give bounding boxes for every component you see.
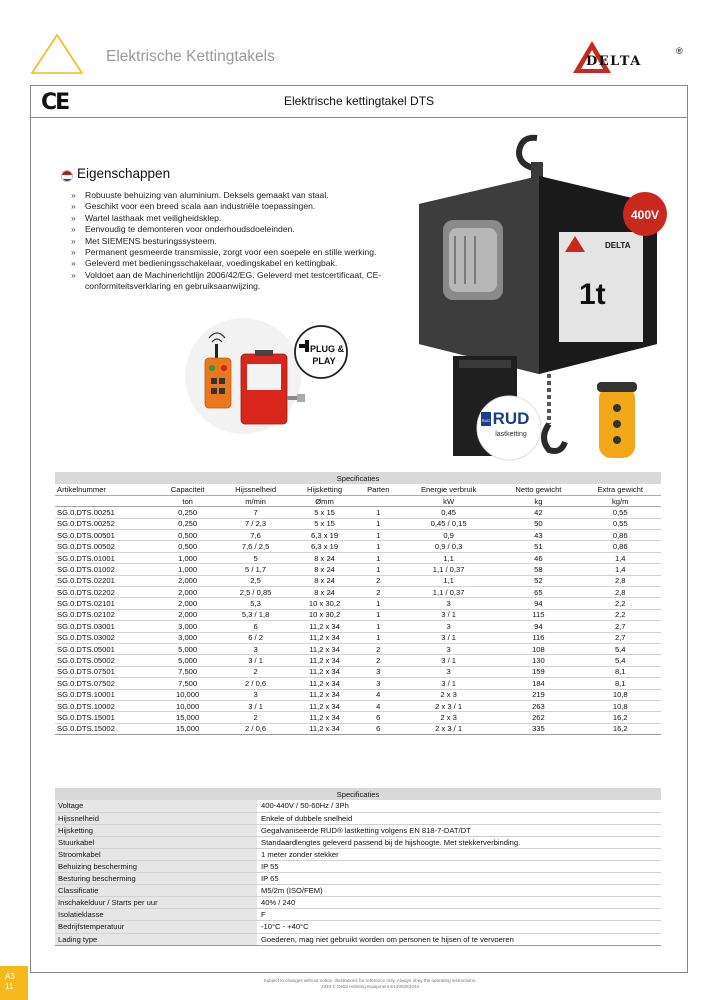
table-cell: 15,000 — [157, 712, 219, 723]
voltage-badge: 400V — [630, 208, 660, 222]
table-cell: 2,7 — [579, 632, 661, 643]
product-spec-table — [55, 472, 661, 735]
table-cell: 108 — [497, 643, 579, 654]
table-cell: 94 — [497, 621, 579, 632]
table-cell: 159 — [497, 666, 579, 677]
table-cell: SG.0.DTS.02202 — [55, 587, 157, 598]
table-row — [55, 530, 661, 541]
table-cell: 8 x 24 — [293, 564, 357, 575]
table-cell: 2 x 3 — [400, 712, 497, 723]
table-cell: 0,45 — [400, 507, 497, 518]
feature-item: » Geleverd met bedieningsschakelaar, voedingskabel en kettingbak. — [71, 258, 411, 269]
table-cell: SG.0.DTS.02201 — [55, 575, 157, 586]
table-cell: 0,250 — [157, 518, 219, 529]
spec-row — [55, 800, 661, 812]
spec-label: Hijsketting — [55, 824, 257, 836]
table-cell: 2 x 3 — [400, 689, 497, 700]
spec-row — [55, 897, 661, 909]
table-cell: 11,2 x 34 — [293, 700, 357, 711]
table-cell: 1,000 — [157, 564, 219, 575]
table-row — [55, 575, 661, 586]
table-cell: 8,1 — [579, 666, 661, 677]
table-cell: 2,5 — [219, 575, 293, 586]
table-cell: 262 — [497, 712, 579, 723]
table-cell: 2,7 — [579, 621, 661, 632]
table-cell: 1,1 — [400, 552, 497, 563]
table-cell: 6 — [357, 723, 400, 734]
table-row — [55, 507, 661, 518]
table-cell: SG.0.DTS.01001 — [55, 552, 157, 563]
unit-cell: kg/m — [579, 495, 661, 506]
spec-label: Isolatieklasse — [55, 909, 257, 921]
spec-label: Inschakelduur / Starts per uur — [55, 897, 257, 909]
table-cell: 50 — [497, 518, 579, 529]
title-bar — [31, 86, 687, 118]
table-row — [55, 541, 661, 552]
table-cell: 5,4 — [579, 655, 661, 666]
rud-sublabel: lastketting — [495, 431, 527, 438]
table-units-row — [55, 495, 661, 506]
table-cell: 11,2 x 34 — [293, 689, 357, 700]
spec-value: IP 65 — [257, 873, 661, 885]
plug-play-line1: PLUG & — [309, 344, 345, 354]
table-cell: 184 — [497, 678, 579, 689]
table-cell: 3 — [357, 666, 400, 677]
product-sheet — [30, 85, 688, 973]
table-cell: 3 / 1 — [219, 700, 293, 711]
table-cell: SG.0.DTS.00251 — [55, 507, 157, 518]
feature-item: » Robuuste behuizing van aluminium. Deksels gemaakt van staal. — [71, 190, 411, 201]
spec-label: Voltage — [55, 800, 257, 812]
spec-value: 1 meter zonder stekker — [257, 848, 661, 860]
table-cell: 10 x 30,2 — [293, 598, 357, 609]
table-cell: 7,500 — [157, 666, 219, 677]
table-cell: 2 — [219, 666, 293, 677]
table-cell: 11,2 x 34 — [293, 723, 357, 734]
table-cell: 5 — [219, 552, 293, 563]
unit-cell — [357, 495, 400, 506]
footer-note-line: Subject to changes without notice. Illustrations for reference only. Always obey the operating instructions. — [263, 978, 477, 983]
table-cell: 7,500 — [157, 678, 219, 689]
table-cell: SG.0.DTS.02102 — [55, 609, 157, 620]
table-row — [55, 678, 661, 689]
chain-hoist-image — [409, 124, 669, 466]
table-cell: 7 — [219, 507, 293, 518]
feature-item: » Geschikt voor een breed scala aan industriële toepassingen. — [71, 201, 411, 212]
unit-cell: ton — [157, 495, 219, 506]
spec-value: IP 55 — [257, 860, 661, 872]
table-cell: 11,2 x 34 — [293, 678, 357, 689]
unit-cell: Ømm — [293, 495, 357, 506]
table-cell: 1 — [357, 564, 400, 575]
table-cell: 2 — [357, 655, 400, 666]
table-cell: 130 — [497, 655, 579, 666]
features-title: Eigenschappen — [77, 166, 171, 181]
table-header-row — [55, 484, 661, 495]
table-cell: 6 / 2 — [219, 632, 293, 643]
table-cell: 6 — [357, 712, 400, 723]
triangle-logo-icon — [30, 33, 84, 75]
table-cell: 2 — [219, 712, 293, 723]
table-cell: 7,6 / 2,5 — [219, 541, 293, 552]
table-cell: 5,3 / 1,8 — [219, 609, 293, 620]
table-cell: 1 — [357, 541, 400, 552]
spec-value: Gegalvaniseerde RUD® lastketting volgens EN 818-7-DAT/DT — [257, 824, 661, 836]
spec-row — [55, 824, 661, 836]
table-row — [55, 666, 661, 677]
table-row — [55, 712, 661, 723]
table-cell: 0,86 — [579, 530, 661, 541]
rud-tag: RUD — [481, 418, 491, 423]
unit-cell: m/min — [219, 495, 293, 506]
table-cell: SG.0.DTS.10001 — [55, 689, 157, 700]
unit-cell — [55, 495, 157, 506]
table-cell: 1,4 — [579, 564, 661, 575]
table-cell: 8 x 24 — [293, 552, 357, 563]
spec-row — [55, 933, 661, 945]
feature-item: » Voldoet aan de Machinerichtlijn 2006/42/EG. Geleverd met testcertificaat, CE-conformiteitsverklaring en gebruiksaanwijzing. — [71, 270, 411, 293]
table-cell: 5 x 15 — [293, 518, 357, 529]
table-cell: 2 / 0,6 — [219, 678, 293, 689]
table-cell: 94 — [497, 598, 579, 609]
table-cell: 115 — [497, 609, 579, 620]
table-cell: 2,2 — [579, 609, 661, 620]
column-header: Extra gewicht — [579, 484, 661, 495]
table-cell: 6 — [219, 621, 293, 632]
table-cell: 5 x 15 — [293, 507, 357, 518]
spec-label: Stroomkabel — [55, 848, 257, 860]
table-cell: 2 — [357, 587, 400, 598]
spec-label: Bedrijfstemperatuur — [55, 921, 257, 933]
table-cell: 11,2 x 34 — [293, 666, 357, 677]
table-row — [55, 700, 661, 711]
table-cell: 2,8 — [579, 575, 661, 586]
table-cell: 16,2 — [579, 712, 661, 723]
spec-row — [55, 873, 661, 885]
table-cell: SG.0.DTS.15002 — [55, 723, 157, 734]
spec-value: Enkele of dubbele snelheid — [257, 812, 661, 824]
table-cell: 11,2 x 34 — [293, 643, 357, 654]
spec-label: Behuizing bescherming — [55, 860, 257, 872]
column-header: Hijssnelheid — [219, 484, 293, 495]
spec-value: Goederen, mag niet gebruikt worden om personen te hijsen of te vervoeren — [257, 933, 661, 945]
catalog-section-title: Elektrische Kettingtakels — [106, 48, 275, 65]
table-cell: 3 — [400, 598, 497, 609]
table-cell: 46 — [497, 552, 579, 563]
table-cell: SG.0.DTS.05002 — [55, 655, 157, 666]
column-header: Artikelnummer — [55, 484, 157, 495]
ce-mark: CE — [41, 90, 69, 115]
table-cell: SG.0.DTS.00502 — [55, 541, 157, 552]
table-cell: 4 — [357, 700, 400, 711]
table-cell: 1 — [357, 530, 400, 541]
unit-cell: kW — [400, 495, 497, 506]
table-cell: SG.0.DTS.00501 — [55, 530, 157, 541]
table-cell: 8,1 — [579, 678, 661, 689]
spec-value: Standaardlengtes geleverd passend bij de hijshoogte. Met stekkerverbinding. — [257, 836, 661, 848]
dutch-flag-icon — [61, 170, 73, 182]
nameplate-brand: DELTA — [605, 241, 631, 250]
table-cell: 2 — [357, 643, 400, 654]
general-spec-caption: Specificaties — [55, 788, 661, 800]
delta-brand-name: DELTA — [586, 54, 642, 69]
table-cell: 1,000 — [157, 552, 219, 563]
spec-value: F — [257, 909, 661, 921]
table-cell: 7,6 — [219, 530, 293, 541]
table-cell: SG.0.DTS.00252 — [55, 518, 157, 529]
table-cell: SG.0.DTS.01002 — [55, 564, 157, 575]
spec-row — [55, 836, 661, 848]
table-cell: 0,500 — [157, 541, 219, 552]
table-cell: 10,000 — [157, 700, 219, 711]
page-tag — [0, 966, 28, 1000]
column-header: Netto gewicht — [497, 484, 579, 495]
table-cell: 3 / 1 — [219, 655, 293, 666]
table-cell: 51 — [497, 541, 579, 552]
table-cell: 3 / 1 — [400, 678, 497, 689]
table-cell: 2 / 0,6 — [219, 723, 293, 734]
table-cell: 219 — [497, 689, 579, 700]
spec-label: Hijssnelheid — [55, 812, 257, 824]
table-cell: 5,3 — [219, 598, 293, 609]
table-cell: 1 — [357, 609, 400, 620]
table-cell: 1 — [357, 621, 400, 632]
table-cell: SG.0.DTS.15001 — [55, 712, 157, 723]
table-row — [55, 632, 661, 643]
table-cell: SG.0.DTS.07501 — [55, 666, 157, 677]
table-row — [55, 564, 661, 575]
feature-item: » Eenvoudig te demonteren voor onderhoudsdoeleinden. — [71, 224, 411, 235]
table-cell: SG.0.DTS.03002 — [55, 632, 157, 643]
registered-mark: ® — [676, 46, 683, 56]
table-cell: 2 x 3 / 1 — [400, 723, 497, 734]
table-cell: 2 — [357, 575, 400, 586]
spec-row — [55, 812, 661, 824]
product-title: Elektrische kettingtakel DTS — [283, 94, 435, 108]
spec-label: Classificatie — [55, 885, 257, 897]
table-cell: 0,45 / 0,15 — [400, 518, 497, 529]
table-cell: 11,2 x 34 — [293, 621, 357, 632]
table-cell: 0,9 — [400, 530, 497, 541]
table-cell: 1,1 / 0,37 — [400, 587, 497, 598]
spec-value: 40% / 240 — [257, 897, 661, 909]
table-cell: 15,000 — [157, 723, 219, 734]
table-row — [55, 609, 661, 620]
column-header: Capaciteit — [157, 484, 219, 495]
table-cell: 1,4 — [579, 552, 661, 563]
table-cell: 8 x 24 — [293, 587, 357, 598]
table-cell: 263 — [497, 700, 579, 711]
table-cell: 0,500 — [157, 530, 219, 541]
table-cell: 5 / 1,7 — [219, 564, 293, 575]
table-cell: 1 — [357, 518, 400, 529]
general-spec-table — [55, 788, 661, 946]
table-cell: 1 — [357, 507, 400, 518]
table-cell: 3 — [219, 689, 293, 700]
table-cell: 7 / 2,3 — [219, 518, 293, 529]
table-cell: 0,9 / 0,3 — [400, 541, 497, 552]
table-cell: 43 — [497, 530, 579, 541]
table-cell: 3,000 — [157, 632, 219, 643]
table-row — [55, 689, 661, 700]
table-row — [55, 552, 661, 563]
table-cell: 16,2 — [579, 723, 661, 734]
spec-row — [55, 885, 661, 897]
table-cell: SG.0.DTS.07502 — [55, 678, 157, 689]
table-cell: 0,55 — [579, 518, 661, 529]
delta-brand-logo — [572, 40, 692, 74]
remote-control-image — [181, 314, 361, 444]
feature-item: » Met SIEMENS besturingssysteem. — [71, 236, 411, 247]
table-row — [55, 655, 661, 666]
spec-value: M5/2m (ISO/FEM) — [257, 885, 661, 897]
table-cell: 11,2 x 34 — [293, 655, 357, 666]
table-cell: 0,250 — [157, 507, 219, 518]
spec-label: Stuurkabel — [55, 836, 257, 848]
table-cell: 1,1 — [400, 575, 497, 586]
table-cell: 10,000 — [157, 689, 219, 700]
table-cell: 5,4 — [579, 643, 661, 654]
table-cell: 2,000 — [157, 598, 219, 609]
table-cell: 3 / 1 — [400, 609, 497, 620]
table-cell: 11,2 x 34 — [293, 712, 357, 723]
column-header: Hijsketting — [293, 484, 357, 495]
table-cell: 2,000 — [157, 609, 219, 620]
footer-note — [200, 978, 540, 990]
table-cell: 1 — [357, 632, 400, 643]
column-header: Energie verbruik — [400, 484, 497, 495]
table-cell: 65 — [497, 587, 579, 598]
table-cell: 3,000 — [157, 621, 219, 632]
spec-value: -10°C - +40°C — [257, 921, 661, 933]
table-cell: 2,8 — [579, 587, 661, 598]
plug-play-line2: PLAY — [312, 356, 336, 366]
table-cell: 3 / 1 — [400, 655, 497, 666]
spec-row — [55, 921, 661, 933]
table-cell: 11,2 x 34 — [293, 632, 357, 643]
table-cell: 3 — [357, 678, 400, 689]
table-cell: 1 — [357, 552, 400, 563]
unit-cell: kg — [497, 495, 579, 506]
table-row — [55, 587, 661, 598]
table-row — [55, 723, 661, 734]
table-cell: 3 / 1 — [400, 632, 497, 643]
table-cell: 8 x 24 — [293, 575, 357, 586]
table-cell: 0,86 — [579, 541, 661, 552]
page-section: A3 — [5, 972, 15, 981]
spec-row — [55, 848, 661, 860]
table-cell: 4 — [357, 689, 400, 700]
table-cell: SG.0.DTS.05001 — [55, 643, 157, 654]
spec-row — [55, 860, 661, 872]
table-cell: 3 — [400, 643, 497, 654]
table-cell: 2,2 — [579, 598, 661, 609]
footer-note-line: 2023 © Delta Hoisting Equipment E1305253344 — [321, 984, 419, 989]
table-cell: 10 x 30,2 — [293, 609, 357, 620]
spec-table-caption: Specificaties — [55, 472, 661, 484]
spec-row — [55, 909, 661, 921]
table-cell: 1 — [357, 598, 400, 609]
rud-logo: RUD — [492, 409, 530, 428]
table-cell: 10,8 — [579, 689, 661, 700]
table-cell: 3 — [400, 666, 497, 677]
table-cell: 0,55 — [579, 507, 661, 518]
table-row — [55, 621, 661, 632]
table-cell: 42 — [497, 507, 579, 518]
spec-label: Besturing bescherming — [55, 873, 257, 885]
table-row — [55, 598, 661, 609]
table-cell: 2,5 / 0,85 — [219, 587, 293, 598]
capacity-label: 1t — [579, 278, 606, 311]
table-cell: 3 — [400, 621, 497, 632]
table-cell: 2,000 — [157, 587, 219, 598]
table-cell: 6,3 x 19 — [293, 541, 357, 552]
table-cell: SG.0.DTS.03001 — [55, 621, 157, 632]
table-row — [55, 643, 661, 654]
table-cell: SG.0.DTS.10002 — [55, 700, 157, 711]
spec-value: 400-440V / 50-60Hz / 3Ph — [257, 800, 661, 812]
table-cell: 6,3 x 19 — [293, 530, 357, 541]
table-cell: 5,000 — [157, 643, 219, 654]
column-header: Parten — [357, 484, 400, 495]
table-row — [55, 518, 661, 529]
table-cell: 5,000 — [157, 655, 219, 666]
table-cell: 116 — [497, 632, 579, 643]
page-header — [0, 0, 705, 85]
spec-label: Lading type — [55, 933, 257, 945]
features-list — [71, 190, 411, 293]
table-cell: 2 x 3 / 1 — [400, 700, 497, 711]
feature-item: » Permanent gesmeerde transmissie, zorgt voor een soepele en stille werking. — [71, 247, 411, 258]
table-cell: 58 — [497, 564, 579, 575]
table-cell: 1,1 / 0,37 — [400, 564, 497, 575]
table-cell: 52 — [497, 575, 579, 586]
table-cell: 3 — [219, 643, 293, 654]
table-cell: 2,000 — [157, 575, 219, 586]
table-cell: 10,8 — [579, 700, 661, 711]
table-cell: 335 — [497, 723, 579, 734]
table-cell: SG.0.DTS.02101 — [55, 598, 157, 609]
feature-item: » Wartel lasthaak met veiligheidsklep. — [71, 213, 411, 224]
page-number: 11 — [5, 982, 14, 991]
